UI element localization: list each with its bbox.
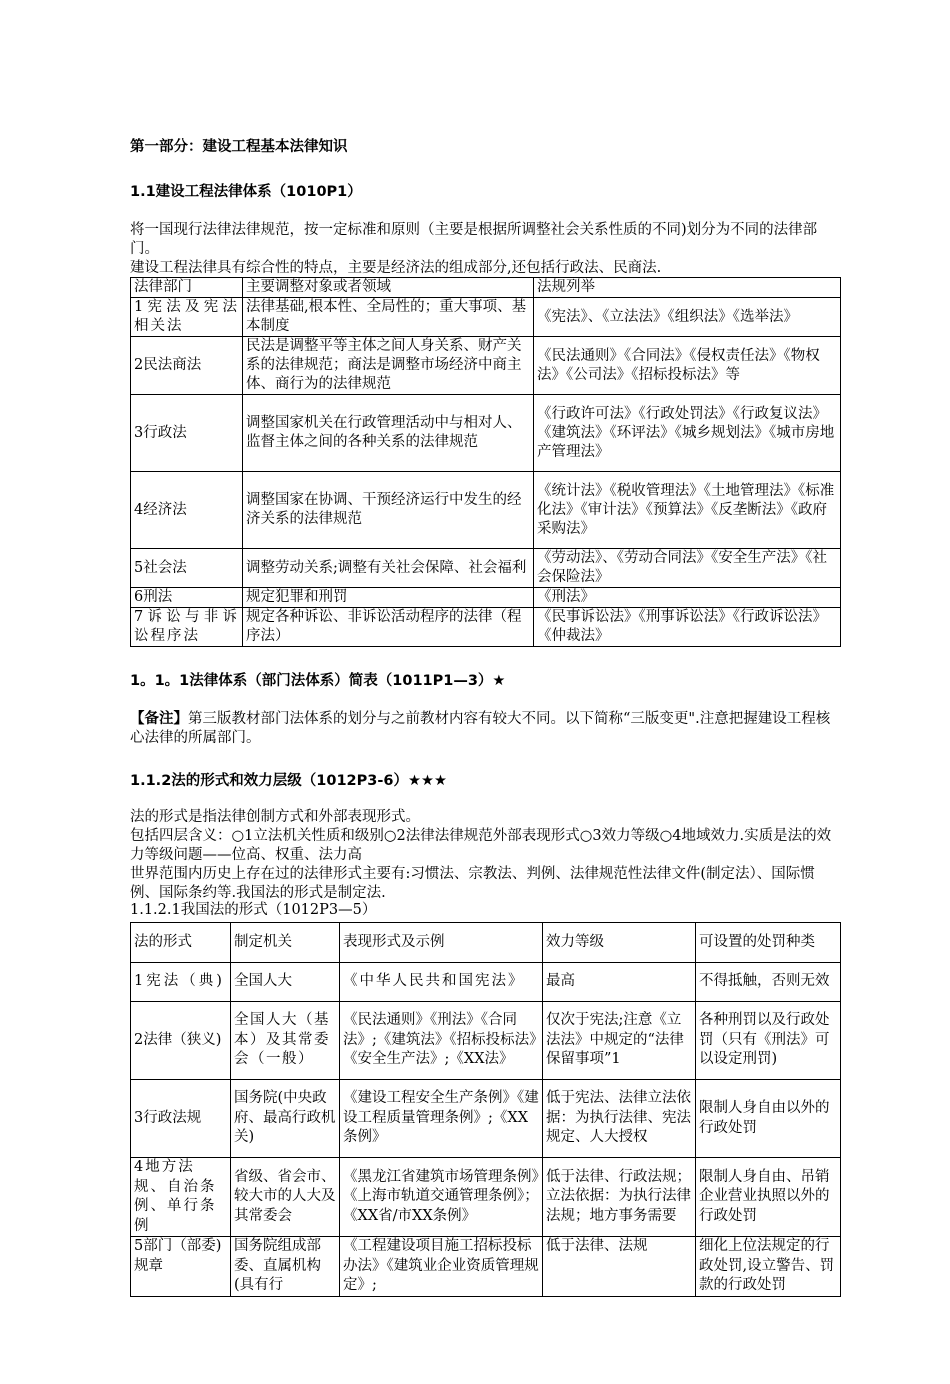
table-header-row <box>131 923 841 963</box>
table-row <box>131 1237 841 1297</box>
table-cell: 1宪法及宪法相关法 <box>131 298 243 337</box>
table-cell: 限制人身自由、吊销企业营业执照以外的行政处罚 <box>696 1158 841 1237</box>
table-cell: 5部门（部委)规章 <box>131 1237 231 1297</box>
table-cell: 调整劳动关系;调整有关社会保障、社会福利 <box>243 549 534 588</box>
table-cell: 限制人身自由以外的行政处罚 <box>696 1080 841 1158</box>
table-row <box>131 1158 841 1237</box>
paragraph: 包括四层含义：○1立法机关性质和级别○2法律法律规范外部表现形式○3效力等级○4地域效力.实质是法的效力等级问题——位高、权重、法力高 <box>130 828 832 863</box>
table-cell: 《中华人民共和国宪法》 <box>340 963 543 1002</box>
section-heading-1-1-2: 1.1.2法的形式和效力层级（1012P3-6）★★★ <box>130 773 447 789</box>
table-cell: 2民法商法 <box>131 337 243 395</box>
table-cell: 《宪法》、《立法法》《组织法》《选举法》 <box>534 298 841 337</box>
table-header-cell: 法规列举 <box>534 278 841 298</box>
paragraph: 将一国现行法律法律规范，按一定标准和原则（主要是根据所调整社会关系性质的不同)划分为不同的法律部门。 <box>130 222 818 257</box>
table-header-cell: 法的形式 <box>131 923 231 963</box>
table-header-cell: 表现形式及示例 <box>340 923 543 963</box>
sub-heading: 1.1.2.1我国法的形式（1012P3—5） <box>130 902 377 918</box>
table-header-cell: 可设置的处罚种类 <box>696 923 841 963</box>
table-row <box>131 337 841 395</box>
section-heading-1-1: 1.1建设工程法律体系（1010P1） <box>130 184 362 200</box>
table-cell: 1宪法（典) <box>131 963 231 1002</box>
table-cell: 《劳动法》、《劳动合同法》《安全生产法》《社会保险法》 <box>534 549 841 588</box>
table-cell: 《建设工程安全生产条例》《建设工程质量管理条例》;《XX条例》 <box>340 1080 543 1158</box>
table-cell: 细化上位法规定的行政处罚,设立警告、罚款的行政处罚 <box>696 1237 841 1297</box>
table-cell: 调整国家机关在行政管理活动中与相对人、监督主体之间的各种关系的法律规范 <box>243 395 534 472</box>
section-1-1-2-body <box>130 808 840 918</box>
table-cell: 调整国家在协调、干预经济运行中发生的经济关系的法律规范 <box>243 472 534 549</box>
table-row <box>131 472 841 549</box>
table-cell: 全国人大 <box>231 963 340 1002</box>
table-cell: 《民法通则》《合同法》《侵权责任法》《物权法》《公司法》《招标投标法》等 <box>534 337 841 395</box>
table-cell: 低于法律、行政法规；立法依据：为执行法律法规；地方事务需要 <box>543 1158 696 1237</box>
paragraph: 法的形式是指法律创制方式和外部表现形式。 <box>130 809 420 825</box>
table-header-cell: 主要调整对象或者领域 <box>243 278 534 298</box>
table-header-cell: 法律部门 <box>131 278 243 298</box>
table-header-row <box>131 278 841 298</box>
table-cell: 7诉讼与非诉讼程序法 <box>131 608 243 647</box>
table-cell: 3行政法 <box>131 395 243 472</box>
note-text: 第三版教材部门法体系的划分与之前教材内容有较大不同。以下简称“三版变更".注意把握建设工程核心法律的所属部门。 <box>130 711 831 746</box>
table-cell: 全国人大（基本）及其常委会（一般） <box>231 1002 340 1080</box>
table-row <box>131 549 841 588</box>
table-cell: 省级、省会市、较大市的人大及其常委会 <box>231 1158 340 1237</box>
table-cell: 2法律（狭义) <box>131 1002 231 1080</box>
table-cell: 《统计法》《税收管理法》《土地管理法》《标准化法》《审计法》《预算法》《反垄断法》《政府采购法》 <box>534 472 841 549</box>
paragraph: 世界范围内历史上存在过的法律形式主要有:习惯法、宗教法、判例、法律规范性法律文件(制定法）、国际惯例、国际条约等.我国法的形式是制定法. <box>130 866 815 901</box>
table-cell: 各种刑罚以及行政处罚（只有《刑法》可以设定刑罚) <box>696 1002 841 1080</box>
table-row <box>131 1002 841 1080</box>
table-cell: 国务院组成部委、直属机构(具有行 <box>231 1237 340 1297</box>
table-cell: 《行政许可法》《行政处罚法》《行政复议法》《建筑法》《环评法》《城乡规划法》《城市房地产管理法》 <box>534 395 841 472</box>
table-cell: 规定各种诉讼、非诉讼活动程序的法律（程序法） <box>243 608 534 647</box>
table-cell: 《民法通则》《刑法》《合同法》;《建筑法》《招标投标法》《安全生产法》;《XX法》 <box>340 1002 543 1080</box>
table-cell: 规定犯罪和刑罚 <box>243 588 534 608</box>
table-row <box>131 588 841 608</box>
part-title: 第一部分：建设工程基本法律知识 <box>130 139 348 155</box>
table-cell: 6刑法 <box>131 588 243 608</box>
table-cell: 国务院(中央政府、最高行政机关) <box>231 1080 340 1158</box>
table-header-cell: 效力等级 <box>543 923 696 963</box>
table-row <box>131 395 841 472</box>
law-form-table <box>130 922 841 1297</box>
table-row <box>131 963 841 1002</box>
table-cell: 民法是调整平等主体之间人身关系、财产关系的法律规范；商法是调整市场经济中商主体、商行为的法律规范 <box>243 337 534 395</box>
table-cell: 法律基础,根本性、全局性的；重大事项、基本制度 <box>243 298 534 337</box>
table-cell: 《工程建设项目施工招标投标办法》《建筑业企业资质管理规定》; <box>340 1237 543 1297</box>
table-cell: 5社会法 <box>131 549 243 588</box>
table-cell: 4经济法 <box>131 472 243 549</box>
table-cell: 低于宪法、法律立法依据：为执行法律、宪法规定、人大授权 <box>543 1080 696 1158</box>
section-heading-1-1-1: 1。1。1法律体系（部门法体系）简表（1011P1—3）★ <box>130 673 506 689</box>
table-cell: 《民事诉讼法》《刑事诉讼法》《行政诉讼法》《仲裁法》 <box>534 608 841 647</box>
note-paragraph <box>130 710 840 748</box>
table-cell: 最高 <box>543 963 696 1002</box>
table-cell: 不得抵触，否则无效 <box>696 963 841 1002</box>
table-row <box>131 298 841 337</box>
table-cell: 仅次于宪法;注意《立法法》中规定的“法律保留事项”1 <box>543 1002 696 1080</box>
section-1-1-intro <box>130 221 840 278</box>
law-department-table <box>130 277 841 647</box>
table-cell: 《刑法》 <box>534 588 841 608</box>
table-cell: 低于法律、法规 <box>543 1237 696 1297</box>
paragraph: 建设工程法律具有综合性的特点，主要是经济法的组成部分,还包括行政法、民商法. <box>130 260 662 276</box>
table-header-cell: 制定机关 <box>231 923 340 963</box>
table-cell: 4地方法规、自治条例、单行条例 <box>131 1158 231 1237</box>
table-cell: 3行政法规 <box>131 1080 231 1158</box>
table-row <box>131 608 841 647</box>
note-label: 【备注】 <box>130 711 188 727</box>
table-row <box>131 1080 841 1158</box>
table-cell: 《黑龙江省建筑市场管理条例》《上海市轨道交通管理条例》；《XX省/市XX条例》 <box>340 1158 543 1237</box>
